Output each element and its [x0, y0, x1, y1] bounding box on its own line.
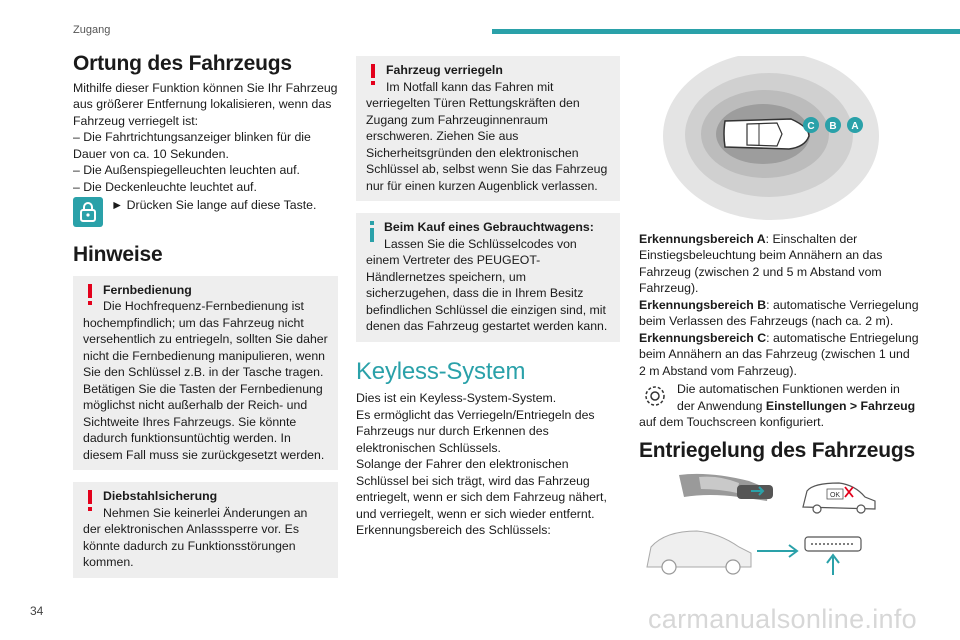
info-text: Lassen Sie die Schlüsselcodes von einem Vertreter des PEUGEOT-Händlernetzes speichern, um sicherzugehen, dass die in Ihrem Besitz befindlichen Schlüssel die einzigen sind, mit denen das Fahrzeug gestartet werden kann. [366, 236, 608, 333]
list-item: – Die Außenspiegelleuchten leuchten auf. [73, 163, 300, 177]
info-title: Beim Kauf eines Gebrauchtwagens: [384, 220, 594, 234]
zone-label-a: A [851, 121, 859, 132]
unlock-illustration [639, 467, 879, 575]
warning-text: Nehmen Sie keinerlei Änderungen an der elektronischen Anlasssperre vor. Es könnte dadurch zu Funktionsstörungen kommen. [83, 505, 308, 569]
warning-title: Fahrzeug verriegeln [386, 63, 503, 77]
warning-icon [83, 490, 97, 512]
press-instruction: ► Drücken Sie lange auf diese Taste. [111, 198, 317, 212]
keyless-text: Dies ist ein Keyless-System-System. [356, 391, 557, 405]
door-handle-hand-icon [679, 474, 773, 501]
warning-text: Im Notfall kann das Fahren mit verriegelten Türen Rettungskräften den Zugang zum Fahrzeuginnenraum erschweren. Ziehen Sie aus Sicherheitsgründen den elektronischen Schlüssel ab, selbst wenn Sie das Fahrzeug nur für einen kurzen Augenblick verlassen. [366, 79, 608, 193]
lock-button-icon [73, 197, 103, 227]
zone-c-description: Erkennungsbereich C: automatische Entriegelung beim Annähern an das Fahrzeug (zwischen 1 und 2 m Abstand vom Fahrzeug). [639, 330, 919, 378]
page-number: 34 [30, 604, 44, 618]
arrow-up-icon [827, 555, 839, 575]
watermark: carmanualsonline.info [648, 604, 917, 634]
column-right [639, 56, 919, 580]
keypad-button-icon [805, 537, 861, 575]
detection-zone-diagram [639, 56, 919, 226]
press-instruction-row [73, 197, 338, 227]
settings-note: Die automatischen Funktionen werden in der Anwendung Einstellungen > Fahrzeug auf dem Touchscreen konfiguriert. [639, 382, 916, 429]
warning-box-locking [356, 56, 620, 201]
warning-title: Fernbedienung [103, 282, 192, 297]
car-side-ok-icon [803, 483, 875, 513]
warning-icon [366, 64, 380, 86]
column-left [73, 52, 338, 590]
car-front-icon [647, 531, 751, 574]
gear-icon [639, 381, 673, 411]
info-box-used-car [356, 213, 620, 342]
header-accent-bar [492, 29, 960, 34]
section-title-hints: Hinweise [73, 243, 163, 266]
keyless-text: Erkennungsbereich des Schlüssels: [356, 523, 551, 537]
zone-a-description: Erkennungsbereich A: Einschalten der Einstiegsbeleuchtung beim Annähern an das Fahrzeug (zwischen 2 und 5 m Abstand vom Fahrzeug). [639, 231, 883, 295]
zone-label-b: B [829, 121, 837, 132]
warning-icon [83, 284, 97, 306]
list-item: – Die Fahrtrichtungsanzeiger blinken für die Dauer von ca. 10 Sekunden. [73, 130, 311, 161]
section-title-location: Ortung des Fahrzeugs [73, 52, 292, 75]
section-title-unlock: Entriegelung des Fahrzeugs [639, 438, 916, 462]
column-middle [356, 56, 620, 539]
svg-text:OK: OK [829, 492, 841, 499]
arrow-right-icon [757, 545, 797, 557]
location-intro: Mithilfe dieser Funktion können Sie Ihr Fahrzeug aus größerer Entfernung lokalisieren, wenn das Fahrzeug verriegelt ist: [73, 80, 338, 128]
warning-box-antitheft [73, 482, 338, 578]
warning-text: Die Hochfrequenz-Fernbedienung ist hochempfindlich; um das Fahrzeug nicht versehentlich zu entriegeln, sollten Sie daher nicht die Fernbedienung manipulieren, wenn Sie den Schlüssel z.B. in der Tasche tragen. Betätigen Sie die Tasten der Fernbedienung möglichst nicht außerhalb der Reich- und Sichtweite Ihres Fahrzeugs. Sie könnte dadurch funktionsuntüchtig werden. In diesem Fall muss sie zurückgesetzt werden. [83, 299, 328, 462]
keyless-text: Es ermöglicht das Verriegeln/Entriegeln des Fahrzeugs nur durch Erkennen des elektronischen Schlüssels. [356, 407, 595, 455]
list-item: – Die Deckenleuchte leuchtet auf. [73, 179, 257, 194]
zone-b-description: Erkennungsbereich B: automatische Verriegelung beim Verlassen des Fahrzeugs (nach ca. 2 m). [639, 297, 919, 328]
info-icon [366, 221, 378, 243]
header-section-label: Zugang [73, 24, 111, 36]
car-top-icon [724, 119, 809, 149]
warning-box-remote [73, 276, 338, 471]
keyless-text: Solange der Fahrer den elektronischen Schlüssel bei sich trägt, wird das Fahrzeug entriegelt, wenn er sich dem Fahrzeug nähert, und verriegelt, wenn er sich wieder entfernt. [356, 457, 607, 521]
zone-label-c: C [807, 121, 815, 132]
section-title-keyless: Keyless-System [356, 357, 526, 385]
warning-title: Diebstahlsicherung [103, 489, 218, 503]
